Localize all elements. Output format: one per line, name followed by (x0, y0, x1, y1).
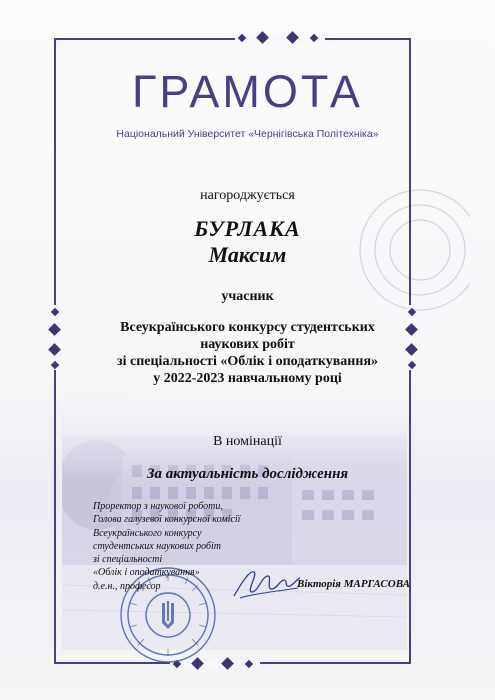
contest-line: зі спеціальності «Облік і оподаткування» (116, 354, 379, 369)
recipient-first-name: Максим (208, 242, 287, 267)
contest-line: Всеукраїнського конкурсу студентських (120, 320, 375, 335)
signatory-title-line: Проректор з наукової роботи, (93, 501, 223, 512)
signatory-title-line: студентських наукових робіт (93, 540, 221, 552)
contest-line: наукових робіт (200, 337, 295, 352)
signatory-title-line: зі спеціальності (93, 554, 163, 566)
awarded-label: нагороджується (200, 188, 295, 203)
contest-line: у 2022-2023 навчальному році (153, 371, 342, 386)
contest-description (0, 319, 495, 387)
signatory-title-line: Голова галузевої конкурсної комісії (93, 514, 241, 526)
nomination-value: За актуальність дослідження (146, 466, 349, 482)
nomination-label: В номінації (213, 434, 282, 449)
recipient-surname: БУРЛАКА (194, 216, 301, 241)
signatory-title-line: д.е.н., професор (93, 580, 161, 592)
certificate-title: ГРАМОТА (132, 66, 363, 117)
recipient-role: учасник (221, 289, 274, 304)
signatory-name: Вікторія МАРГАСОВА (297, 578, 410, 590)
issuer-name: Національний Університет «Чернігівська Політехніка» (116, 128, 379, 140)
handwritten-signature (232, 562, 302, 602)
signatory-title-line: «Облік і оподаткування» (93, 567, 200, 579)
signatory-title-line: Всеукраїнського конкурсу (93, 527, 202, 539)
